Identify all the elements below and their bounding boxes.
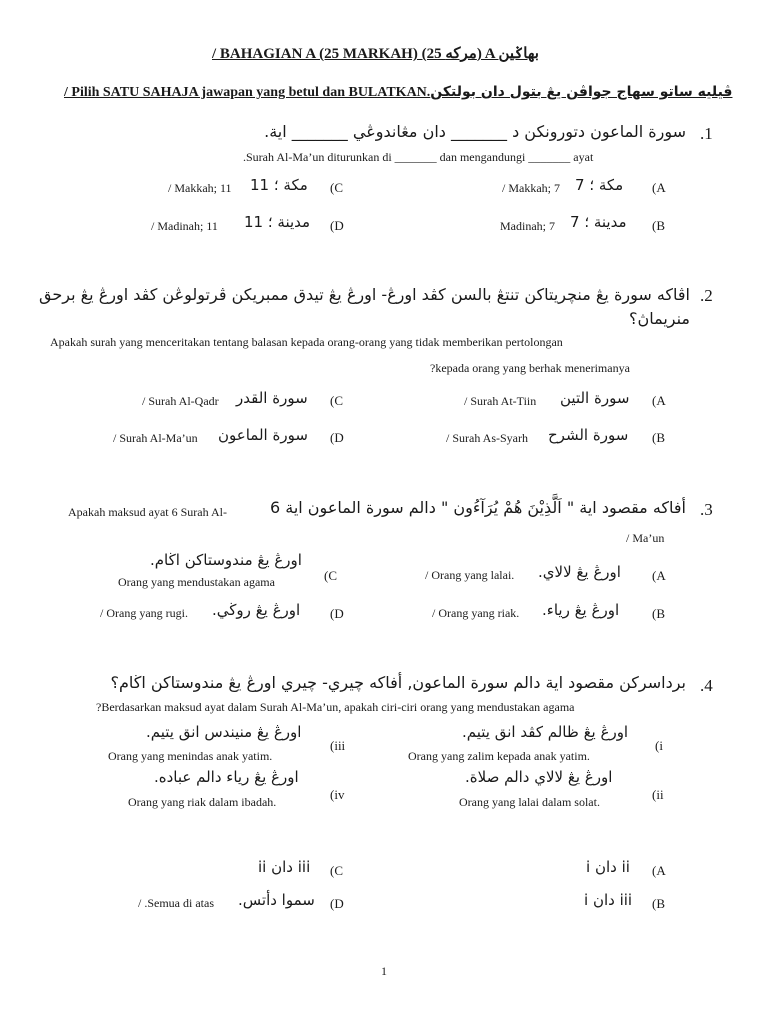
q4-statement-iii-latin: Orang yang menindas anak yatim.	[108, 749, 273, 763]
q2-option-d-label[interactable]: (D	[330, 430, 344, 445]
q2-option-d-arabic[interactable]: سورة الماعون	[218, 426, 308, 444]
q2-option-b-latin[interactable]: / Surah As-Syarh	[446, 431, 528, 445]
q2-option-c-latin[interactable]: / Surah Al-Qadr	[142, 394, 219, 408]
q3-option-a-latin[interactable]: / Orang yang lalai.	[425, 568, 515, 582]
q3-option-a-arabic[interactable]: اورڠ يڠ لالاي.	[538, 563, 621, 581]
q4-statement-i-latin: Orang yang zalim kepada anak yatim.	[408, 749, 590, 763]
question-3-latin-line-1: Apakah maksud ayat 6 Surah Al-	[68, 505, 227, 519]
question-1-arabic: سورة الماعون دتورونكن د _______ دان مڠاندوڠي _______ اية.	[264, 122, 686, 141]
q1-option-b-arabic[interactable]: مدينة ؛ 7	[570, 213, 627, 231]
q4-option-b-label[interactable]: (B	[652, 896, 665, 911]
q2-option-c-label[interactable]: (C	[330, 393, 343, 408]
question-2-arabic-line-1: اڤاكه سورة يڠ منچريتاكن تنتڠ بالسن كڤد اورڠ- اورڠ يڠ تيدق ممبريكن ڤرتولوڠن كڤد اورڠ يڠ برحق	[39, 285, 690, 304]
question-1-latin: .Surah Al-Ma’un diturunkan di _______ dan mengandungi _______ ayat	[243, 150, 594, 164]
q4-statement-iv-arabic: اورڠ يڠ رياء دالم عباده.	[154, 768, 299, 786]
question-1-number: .1	[700, 124, 713, 143]
q1-option-d-latin[interactable]: / Madinah; 11	[151, 219, 218, 233]
q2-option-c-arabic[interactable]: سورة القدر	[236, 389, 308, 407]
q4-statement-i-arabic: اورڠ يڠ ظالم كڤد انق يتيم.	[462, 723, 629, 741]
q1-option-b-latin[interactable]: Madinah; 7	[500, 219, 555, 233]
q4-statement-iii-arabic: اورڠ يڠ منيندس انق يتيم.	[146, 723, 302, 741]
q4-option-c-label[interactable]: (C	[330, 863, 343, 878]
q2-option-a-latin[interactable]: / Surah At-Tiin	[464, 394, 537, 408]
q4-statement-i-label: (i	[655, 738, 663, 753]
q1-option-d-arabic[interactable]: مدينة ؛ 11	[244, 213, 311, 231]
q4-option-d-latin[interactable]: / .Semua di atas	[138, 896, 214, 910]
q3-option-c-arabic[interactable]: اورڠ يڠ مندوستاكن اڬام.	[150, 551, 302, 569]
question-2-number: .2	[700, 286, 713, 305]
q1-option-a-label[interactable]: (A	[652, 180, 666, 195]
page-number: 1	[381, 964, 387, 978]
question-2-latin-line-2: ?kepada orang yang berhak menerimanya	[430, 361, 630, 375]
q4-option-d-arabic[interactable]: سموا دأتس.	[238, 891, 315, 909]
q3-option-d-label[interactable]: (D	[330, 606, 344, 621]
q1-option-c-arabic[interactable]: مكة ؛ 11	[250, 176, 308, 194]
question-4-arabic: برداسركن مقصود اية دالم سورة الماعون, أفاكه چيري- چيري اورڠ يڠ مندوستاكن اڬام؟	[110, 673, 686, 692]
q2-option-d-latin[interactable]: / Surah Al-Ma’un	[113, 431, 198, 445]
q2-option-a-label[interactable]: (A	[652, 393, 666, 408]
question-4-latin: ?Berdasarkan maksud ayat dalam Surah Al-Ma’un, apakah ciri-ciri orang yang mendustakan agama	[96, 700, 575, 714]
instruction-latin: / Pilih SATU SAHAJA jawapan yang betul dan BULATKAN.	[64, 85, 431, 100]
section-title: / BAHAGIAN A (25 MARKAH) (25 مركه) A بهاݢين	[212, 46, 539, 62]
q3-option-b-label[interactable]: (B	[652, 606, 665, 621]
q4-statement-ii-latin: Orang yang lalai dalam solat.	[459, 795, 600, 809]
q2-option-a-arabic[interactable]: سورة التين	[560, 389, 630, 407]
q3-option-c-label[interactable]: (C	[324, 568, 337, 583]
q3-option-d-arabic[interactable]: اورڠ يڠ روڬي.	[212, 601, 301, 619]
question-3-latin-line-2: / Ma’un	[626, 531, 665, 545]
q3-option-b-latin[interactable]: / Orang yang riak.	[432, 606, 520, 620]
question-2-latin-line-1: Apakah surah yang menceritakan tentang balasan kepada orang-orang yang tidak memberikan pertolongan	[50, 335, 563, 349]
q4-option-a-label[interactable]: (A	[652, 863, 666, 878]
question-3-number: .3	[700, 500, 713, 519]
q3-option-d-latin[interactable]: / Orang yang rugi.	[100, 606, 188, 620]
q4-option-a-arabic[interactable]: i دان ii	[586, 858, 630, 876]
q1-option-d-label[interactable]: (D	[330, 218, 344, 233]
instruction-arabic: ڤيليه ساتو سهاج جواڤن يڠ بتول دان بولتكن	[430, 84, 733, 100]
q2-option-b-arabic[interactable]: سورة الشرح	[548, 426, 629, 444]
q3-option-b-arabic[interactable]: اورڠ يڠ رياء.	[542, 601, 620, 619]
q4-statement-ii-label: (ii	[652, 787, 664, 802]
q1-option-a-latin[interactable]: / Makkah; 7	[502, 181, 560, 195]
q1-option-c-label[interactable]: (C	[330, 180, 343, 195]
q3-option-c-latin[interactable]: Orang yang mendustakan agama	[118, 575, 275, 589]
q1-option-c-latin[interactable]: / Makkah; 11	[168, 181, 232, 195]
q4-statement-iv-latin: Orang yang riak dalam ibadah.	[128, 795, 277, 809]
question-2-arabic-line-2: منريماڽ؟	[628, 309, 690, 328]
question-3-arabic: أفاكه مقصود اية " اَلَّذِيْنَ هُمْ يُرَآءُون " دالم سورة الماعون اية 6	[269, 498, 686, 517]
q1-option-a-arabic[interactable]: مكة ؛ 7	[575, 176, 624, 194]
q2-option-b-label[interactable]: (B	[652, 430, 665, 445]
q4-statement-iii-label: (iii	[330, 738, 346, 753]
q4-statement-ii-arabic: اورڠ يڠ لالاي دالم صلاة.	[465, 768, 613, 786]
q4-statement-iv-label: (iv	[330, 787, 345, 802]
question-4-number: .4	[700, 676, 713, 695]
q4-option-b-arabic[interactable]: i دان iii	[584, 891, 633, 909]
q4-option-d-label[interactable]: (D	[330, 896, 344, 911]
instruction	[64, 84, 732, 101]
q3-option-a-label[interactable]: (A	[652, 568, 666, 583]
q4-option-c-arabic[interactable]: ii دان iii	[258, 858, 311, 876]
q1-option-b-label[interactable]: (B	[652, 218, 665, 233]
